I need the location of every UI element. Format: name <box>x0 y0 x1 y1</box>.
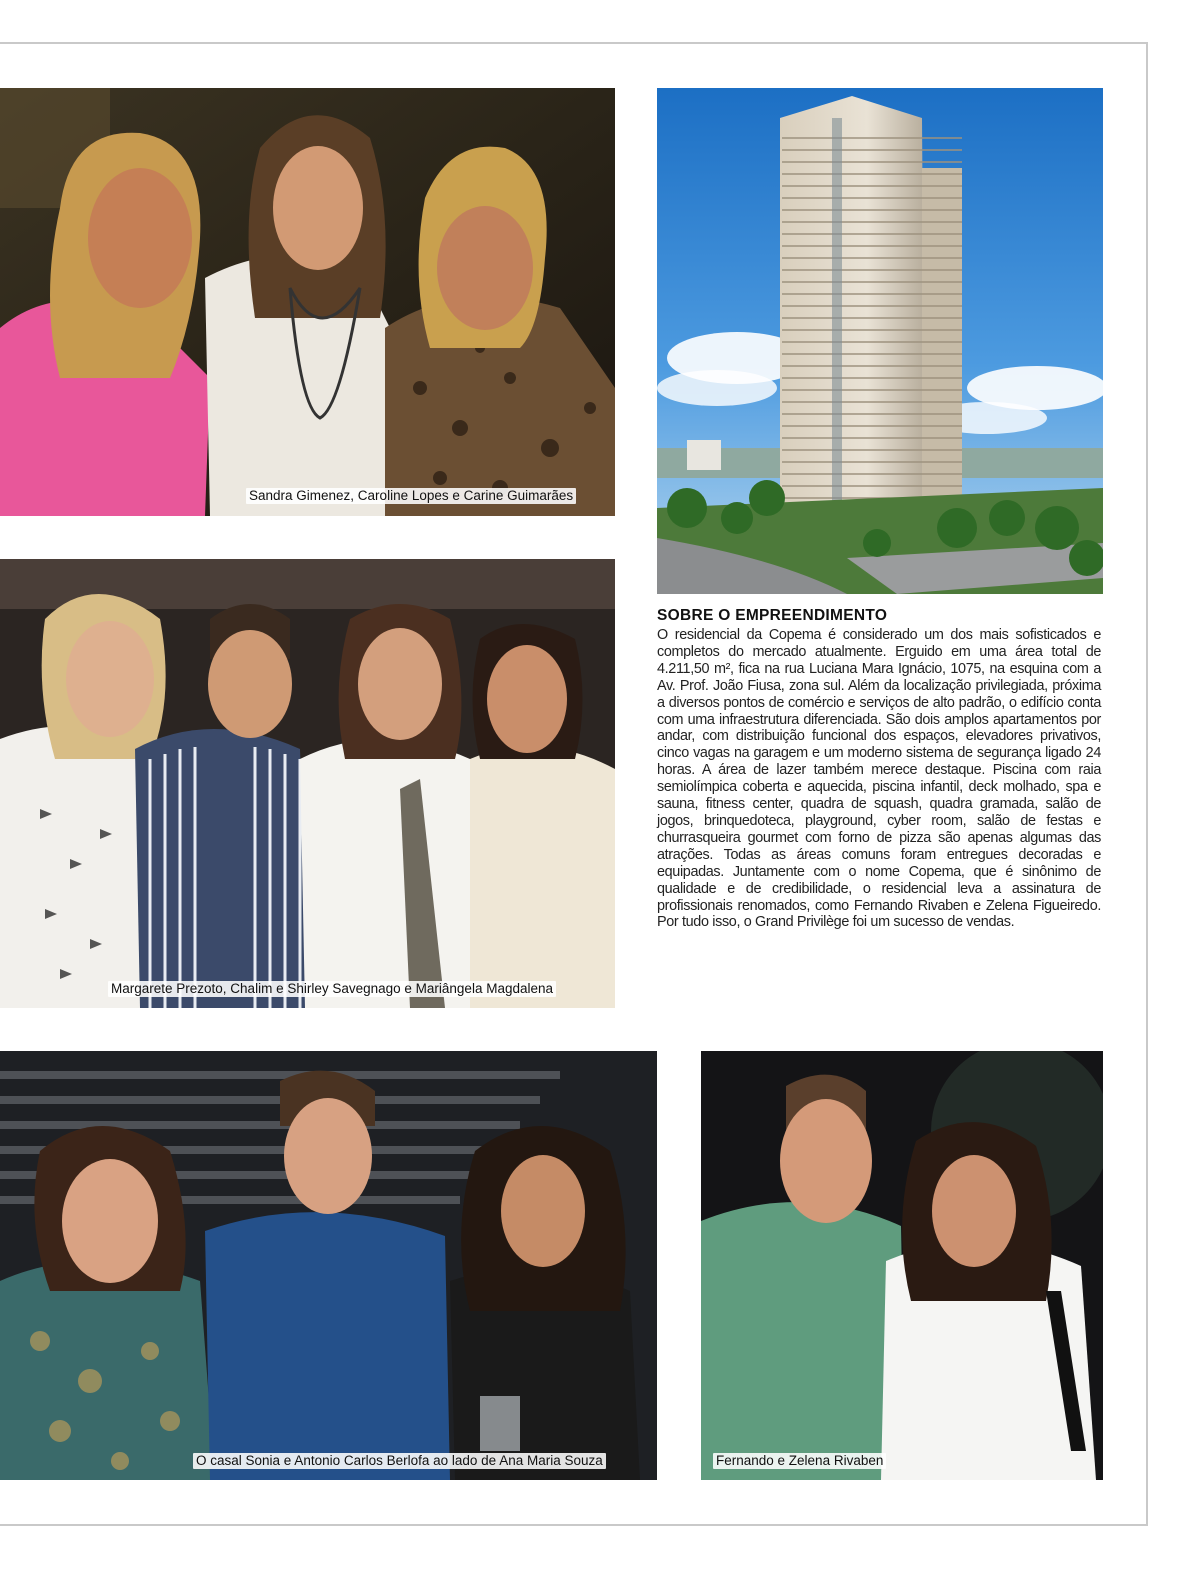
event-photo-3-image <box>0 1051 657 1480</box>
photo-caption-3: O casal Sonia e Antonio Carlos Berlofa ao lado de Ana Maria Souza <box>193 1453 606 1469</box>
photo-caption-2: Margarete Prezoto, Chalim e Shirley Savegnago e Mariângela Magdalena <box>108 981 556 997</box>
article-body: O residencial da Copema é considerado um dos mais sofisticados e completos do mercado atualmente. Erguido em uma área total de 4.211,50 m², fica na rua Luciana Mara Ignácio, 1075, na esquina com a Av. Prof. João Fiusa, zona sul. Além da localização privilegiada, próxima a diversos pontos de comércio e serviços de alto padrão, o edifício conta com uma infraestrutura diferenciada. São dois amplos apartamentos por andar, com distribuição funcional dos espaços, elevadores privativos, cinco vagas na garagem e um moderno sistema de segurança ligado 24 horas. A área de lazer também merece destaque. Piscina com raia semiolímpica coberta e aquecida, piscina infantil, deck molhado, spa e sauna, fitness center, quadra de squash, quadra gramada, salão de jogos, brinquedoteca, playground, cyber room, salão de festas e churrasqueira gourmet com forno de pizza são apenas algumas das atrações. Todas as áreas comuns foram entregues decoradas e equipadas. Juntamente com o nome Copema, que é sinônimo de qualidade e de credibilidade, o residencial leva a assinatura de profissionais renomados, como Fernando Rivaben e Zelena Figueiredo. Por tudo isso, o Grand Privilège foi um sucesso de vendas. <box>657 627 1101 931</box>
event-photo-4 <box>701 1051 1103 1480</box>
event-photo-3 <box>0 1051 657 1480</box>
page-frame-top <box>0 42 1148 44</box>
building-render-image <box>657 88 1103 594</box>
page-frame-right <box>1146 42 1148 1526</box>
event-photo-1 <box>0 88 615 516</box>
event-photo-4-image <box>701 1051 1103 1480</box>
event-photo-1-image <box>0 88 615 516</box>
building-render-photo <box>657 88 1103 594</box>
photo-caption-1: Sandra Gimenez, Caroline Lopes e Carine Guimarães <box>246 488 576 504</box>
event-photo-2 <box>0 559 615 1008</box>
article-title: SOBRE O EMPREENDIMENTO <box>657 607 888 624</box>
photo-caption-4: Fernando e Zelena Rivaben <box>713 1453 886 1469</box>
event-photo-2-image <box>0 559 615 1008</box>
page-frame-bottom <box>0 1524 1148 1526</box>
